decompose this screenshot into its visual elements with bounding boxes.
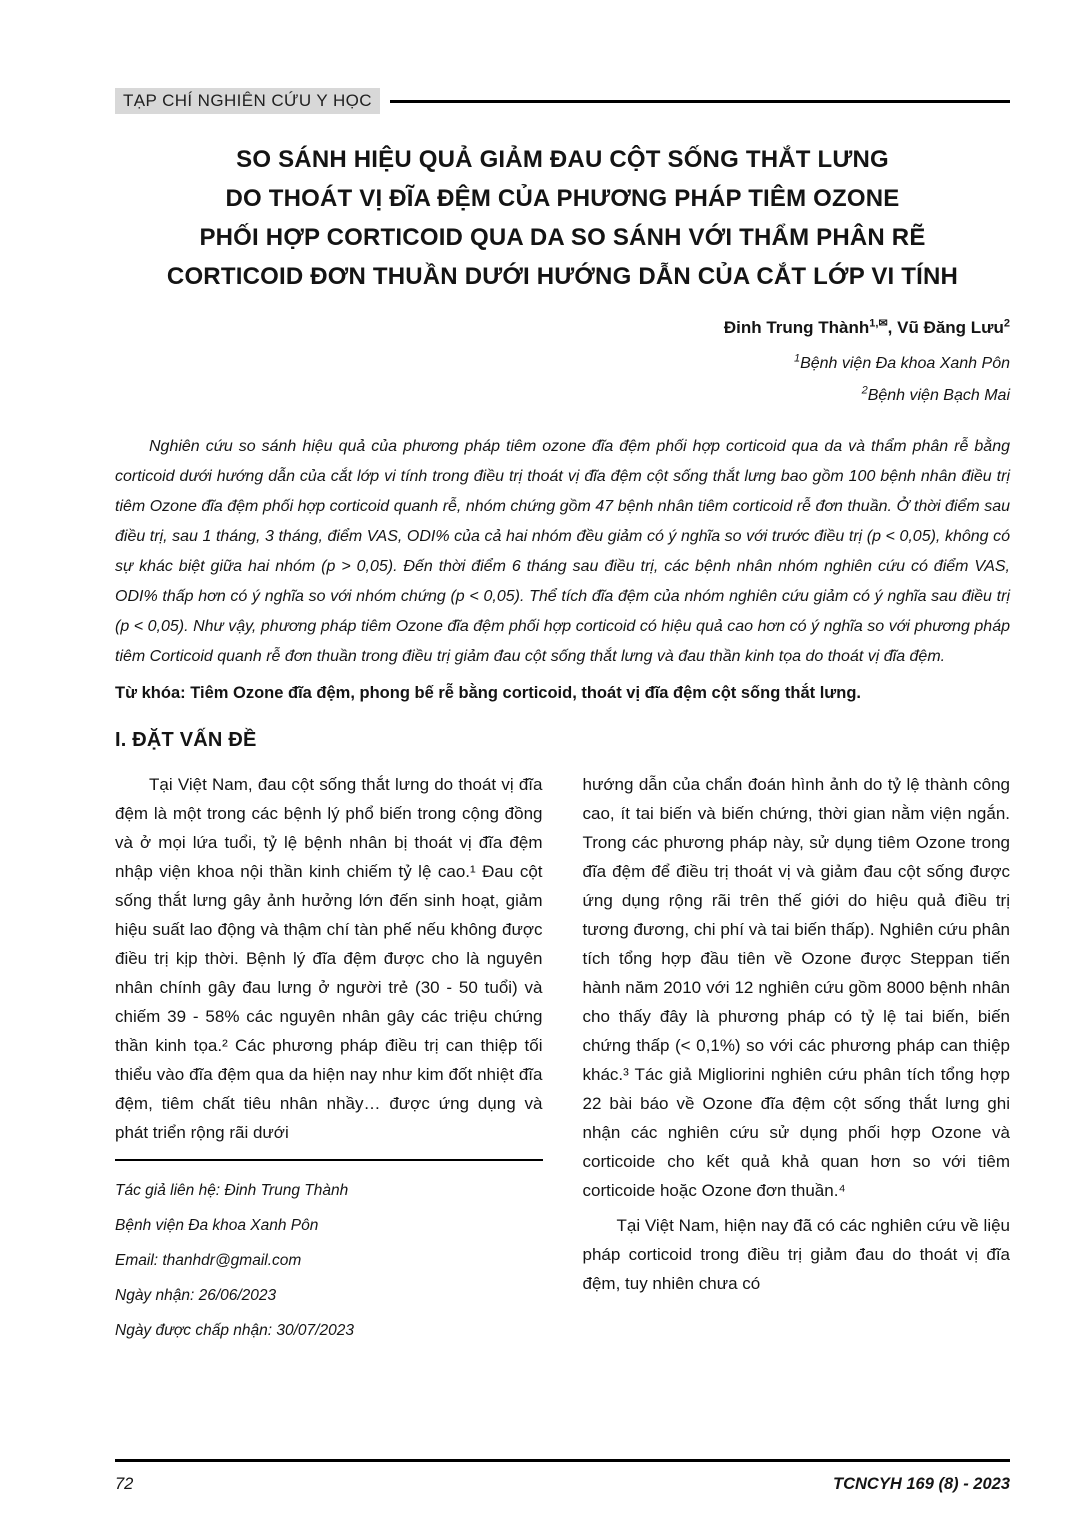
author-affiliation-mark: 2 (1003, 317, 1010, 330)
contact-block (115, 1159, 543, 1348)
body-paragraph: Tại Việt Nam, hiện nay đã có các nghiên cứu về liệu pháp corticoid trong điều trị giảm đau do thoát vị đĩa đệm, tuy nhiên chưa có (582, 1216, 1010, 1293)
author-name: Vũ Đăng Lưu (897, 318, 1004, 337)
article-title-line: PHỐI HỢP CORTICOID QUA DA SO SÁNH VỚI THẨM PHÂN RẼ (199, 224, 926, 251)
body-paragraph: hướng dẫn của chẩn đoán hình ảnh do tỷ lệ thành công cao, ít tai biến và biến chứng, thời gian nằm viện ngắn. Trong các phương pháp này, sử dụng tiêm Ozone trong đĩa đệm để điều trị thoát vị và giảm đau cột sống được ứng dụng rộng rãi trên thế giới do hiệu quả điều trị tương đương, chi phí và tai biến thấp). Nghiên cứu phân tích tổng hợp đầu tiên về Ozone được Steppan tiến hành năm 2010 với 12 nghiên cứu gồm 8000 bệnh nhân cho thấy đây là phương pháp có tỷ lệ tai biến, biến chứng thấp (< 0,1%) so với các phương pháp can thiệp khác.³ Tác giả Migliorini nghiên cứu phân tích tổng hợp 22 bài báo về Ozone đĩa đệm cột sống thắt lưng ghi nhận các nghiên cứu sử dụng phối hợp Ozone và corticoide cho kết quả khả quan hơn so với tiêm corticoide hoặc Ozone đơn thuần.⁴ (582, 775, 1010, 1200)
article-title (115, 140, 1010, 296)
author-name: Đinh Trung Thành (723, 318, 870, 337)
affiliation-number: 2 (861, 384, 868, 397)
article-title-line: SO SÁNH HIỆU QUẢ GIẢM ĐAU CỘT SỐNG THẮT LƯNG (236, 146, 889, 173)
body-columns (115, 770, 1010, 1348)
masthead-rule (390, 100, 1010, 103)
contact-hospital: Bệnh viện Đa khoa Xanh Pôn (115, 1217, 319, 1234)
affiliation-line (115, 380, 1010, 412)
article-title-line: CORTICOID ĐƠN THUẦN DƯỚI HƯỚNG DẪN CỦA CẮT LỚP VI TÍNH (166, 263, 959, 290)
journal-reference: TCNCYH 169 (8) - 2023 (833, 1475, 1010, 1493)
author-separator: , (887, 318, 898, 337)
right-column (583, 770, 1011, 1348)
authors-line (115, 318, 1010, 338)
journal-masthead (115, 88, 1010, 114)
keywords-line: Từ khóa: Tiêm Ozone đĩa đệm, phong bế rễ bằng corticoid, thoát vị đĩa đệm cột sống thắt lưng. (115, 684, 861, 702)
contact-email: Email: thanhdr@gmail.com (115, 1252, 302, 1269)
contact-accepted-date: Ngày được chấp nhận: 30/07/2023 (115, 1322, 354, 1339)
affiliation-line (115, 348, 1010, 380)
abstract-paragraph: Nghiên cứu so sánh hiệu quả của phương pháp tiêm ozone đĩa đệm phối hợp corticoid qua da và thẩm phân rễ bằng corticoid dưới hướng dẫn của cắt lớp vi tính trong điều trị thoát vị đĩa đệm cột sống thắt lưng bao gồm 100 bệnh nhân điều trị tiêm Ozone đĩa đệm phối hợp corticoid quanh rễ, nhóm chứng gồm 47 bệnh nhân tiêm corticoid rễ đơn thuần. Ở thời điểm sau điều trị, sau 1 tháng, 3 tháng, điểm VAS, ODI% của cả hai nhóm đều giảm có ý nghĩa so với trước điều trị (p < 0,05), không có sự khác biệt giữa hai nhóm (p > 0,05). Đến thời điểm 6 tháng sau điều trị, các bệnh nhân nhóm nghiên cứu có điểm VAS, ODI% thấp hơn có ý nghĩa so với nhóm chứng (p < 0,05). Thể tích đĩa đệm của nhóm nghiên cứu giảm có ý nghĩa sau điều trị (p < 0,05). Như vậy, phương pháp tiêm Ozone đĩa đệm phối hợp corticoid có hiệu quả cao hơn có ý nghĩa so với phương pháp tiêm Corticoid quanh rễ đơn thuần trong điều trị giảm đau cột sống thắt lưng và đau thần kinh tọa do thoát vị đĩa đệm. (115, 438, 1010, 665)
contact-corresponding-author: Tác giả liên hệ: Đinh Trung Thành (115, 1182, 349, 1199)
body-paragraph: Tại Việt Nam, đau cột sống thắt lưng do thoát vị đĩa đệm là một trong các bệnh lý phổ biến trong cộng đồng và ở mọi lứa tuổi, tỷ lệ bệnh nhân bị thoát vị đĩa đệm nhập viện khoa nội thần kinh chiếm tỷ lệ cao.¹ Đau cột sống thắt lưng gây ảnh hưởng lớn đến sinh hoạt, giảm hiệu suất lao động và thậm chí tàn phế nếu không được điều trị kịp thời. Bệnh lý đĩa đệm được cho là nguyên nhân chính gây đau lưng ở người trẻ (30 - 50 tuổi) và chiếm 39 - 58% các nguyên nhân gây các triệu chứng thần kinh tọa.² Các phương pháp điều trị can thiệp tối thiểu vào đĩa đệm qua da hiện nay như kim đốt nhiệt đĩa đệm, tiêm chất tiêu nhân nhầy… được ứng dụng và phát triển rộng rãi dưới (115, 775, 543, 1142)
affiliation-name: Bệnh viện Bạch Mai (867, 387, 1010, 404)
section-heading-dat-van-de: I. ĐẶT VẤN ĐỀ (115, 729, 257, 751)
page-number: 72 (115, 1475, 134, 1493)
author-affiliation-mark: 1,✉ (869, 317, 888, 330)
journal-name: TẠP CHÍ NGHIÊN CỨU Y HỌC (115, 88, 380, 114)
page-footer (115, 1459, 1010, 1494)
affiliations-block (115, 348, 1010, 412)
affiliation-number: 1 (793, 352, 801, 365)
contact-received-date: Ngày nhận: 26/06/2023 (115, 1287, 277, 1304)
left-column (115, 770, 543, 1348)
affiliation-name: Bệnh viện Đa khoa Xanh Pôn (800, 355, 1010, 372)
article-title-line: DO THOÁT VỊ ĐĨA ĐỆM CỦA PHƯƠNG PHÁP TIÊM OZONE (225, 185, 900, 212)
